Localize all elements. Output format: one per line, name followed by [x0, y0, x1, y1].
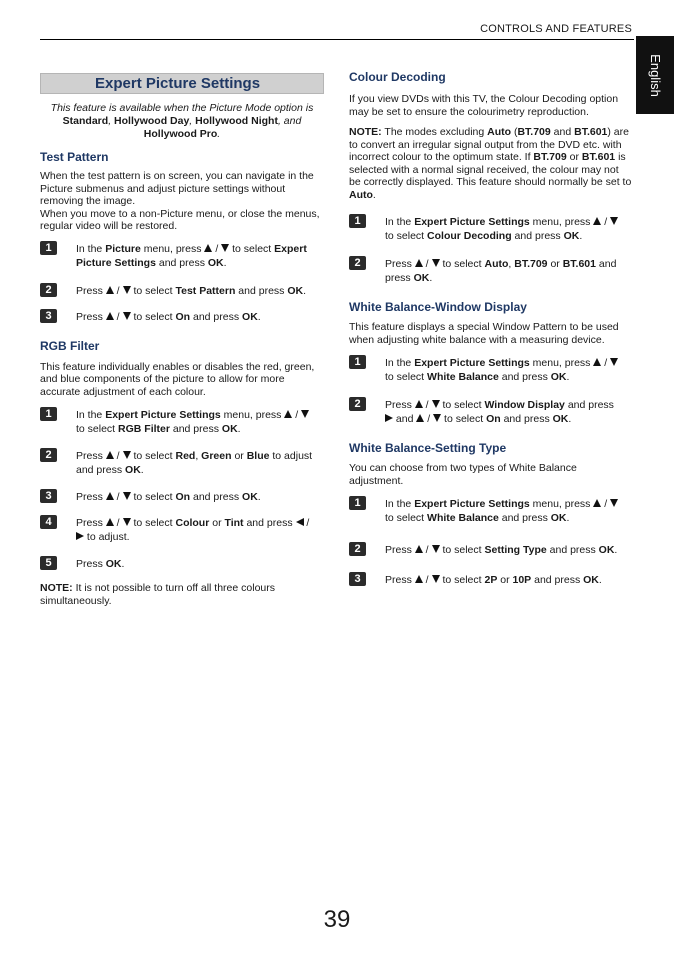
rgb-filter-step-5: 5 Press OK.	[40, 557, 324, 571]
down-arrow-icon	[610, 499, 618, 507]
section-title: Expert Picture Settings	[40, 73, 324, 94]
step-number-badge: 1	[40, 407, 57, 421]
down-arrow-icon	[432, 400, 440, 408]
rgb-filter-note: NOTE: It is not possible to turn off all three colours simultaneously.	[40, 582, 276, 607]
step-number-badge: 1	[40, 241, 57, 255]
wb-window-heading: White Balance-Window Display	[349, 300, 527, 314]
page-number: 39	[323, 906, 351, 933]
up-arrow-icon	[106, 451, 114, 459]
left-arrow-icon	[296, 518, 304, 526]
colour-decoding-note: NOTE: The modes excluding Auto (BT.709 and BT.601) are to convert an irregular signal output from the DVD etc. with incorrect colour to the optimum state. If BT.709 or BT.601 is selected with a normal signal received, the colour may not be correctly displayed. This feature should normally be set to Auto.	[349, 126, 632, 201]
wb-window-step-1: 1 In the Expert Picture Settings menu, press / to select White Balance and press OK.	[349, 356, 633, 384]
wb-window-body: This feature displays a special Window Pattern to be used when adjusting white balance with a measuring device.	[349, 321, 619, 346]
test-pattern-heading: Test Pattern	[40, 150, 109, 164]
down-arrow-icon	[432, 545, 440, 553]
test-pattern-step-3: 3 Press / to select On and press OK.	[40, 310, 324, 324]
up-arrow-icon	[106, 312, 114, 320]
right-column	[349, 70, 633, 587]
step-number-badge: 3	[349, 572, 366, 586]
down-arrow-icon	[433, 414, 441, 422]
rgb-filter-step-1: 1 In the Expert Picture Settings menu, press / to select RGB Filter and press OK.	[40, 408, 324, 436]
section-intro: This feature is available when the Picture Mode option is Standard, Hollywood Day, Hollywood Night, and Hollywood Pro.	[50, 102, 314, 140]
step-number-badge: 3	[40, 309, 57, 323]
rgb-filter-step-4: 4 Press / to select Colour or Tint and press / to adjust.	[40, 516, 324, 544]
down-arrow-icon	[610, 358, 618, 366]
wb-setting-heading: White Balance-Setting Type	[349, 441, 507, 455]
wb-window-step-2: 2 Press / to select Window Display and press and / to select On and press OK.	[349, 398, 633, 426]
up-arrow-icon	[415, 575, 423, 583]
down-arrow-icon	[432, 259, 440, 267]
down-arrow-icon	[301, 410, 309, 418]
down-arrow-icon	[123, 492, 131, 500]
up-arrow-icon	[106, 492, 114, 500]
left-column	[40, 70, 324, 607]
colour-decoding-heading: Colour Decoding	[349, 70, 446, 84]
test-pattern-step-2: 2 Press / to select Test Pattern and press OK.	[40, 284, 324, 298]
up-arrow-icon	[415, 400, 423, 408]
step-number-badge: 2	[40, 448, 57, 462]
right-arrow-icon	[385, 414, 393, 422]
step-number-badge: 1	[349, 496, 366, 510]
colour-decoding-step-2: 2 Press / to select Auto, BT.709 or BT.601 and press OK.	[349, 257, 633, 285]
colour-decoding-body: If you view DVDs with this TV, the Colour Decoding option may be set to ensure the colourimetry reproduction.	[349, 93, 619, 118]
up-arrow-icon	[106, 518, 114, 526]
language-tab	[636, 36, 674, 114]
down-arrow-icon	[123, 312, 131, 320]
step-number-badge: 2	[349, 542, 366, 556]
rgb-filter-heading: RGB Filter	[40, 338, 100, 353]
wb-setting-step-1: 1 In the Expert Picture Settings menu, press / to select White Balance and press OK.	[349, 497, 633, 525]
header-rule	[40, 39, 634, 40]
header-title: CONTROLS AND FEATURES	[480, 23, 632, 35]
step-number-badge: 3	[40, 489, 57, 503]
language-tab-label: English	[647, 53, 663, 97]
down-arrow-icon	[123, 518, 131, 526]
down-arrow-icon	[123, 286, 131, 294]
test-pattern-step-1: 1 In the Picture menu, press / to select Expert Picture Settings and press OK.	[40, 242, 324, 270]
down-arrow-icon	[123, 451, 131, 459]
rgb-filter-body: This feature individually enables or disables the red, green, and blue components of the picture to allow for more accurate adjustment of each colour.	[40, 360, 315, 398]
wb-setting-step-3: 3 Press / to select 2P or 10P and press OK.	[349, 573, 633, 587]
wb-setting-body: You can choose from two types of White Balance adjustment.	[349, 462, 577, 487]
step-number-badge: 1	[349, 214, 366, 228]
rgb-filter-step-3: 3 Press / to select On and press OK.	[40, 490, 324, 504]
step-number-badge: 5	[40, 556, 57, 570]
right-arrow-icon	[76, 532, 84, 540]
wb-setting-step-2: 2 Press / to select Setting Type and press OK.	[349, 543, 633, 557]
step-number-badge: 1	[349, 355, 366, 369]
down-arrow-icon	[221, 244, 229, 252]
step-number-badge: 4	[40, 515, 57, 529]
down-arrow-icon	[432, 575, 440, 583]
rgb-filter-step-2: 2 Press / to select Red, Green or Blue to adjust and press OK.	[40, 449, 324, 477]
up-arrow-icon	[415, 545, 423, 553]
up-arrow-icon	[106, 286, 114, 294]
step-number-badge: 2	[40, 283, 57, 297]
step-number-badge: 2	[349, 256, 366, 270]
test-pattern-body: When the test pattern is on screen, you can navigate in the Picture submenus and adjust picture settings without removing the image.	[40, 170, 314, 207]
step-number-badge: 2	[349, 397, 366, 411]
down-arrow-icon	[610, 217, 618, 225]
colour-decoding-step-1: 1 In the Expert Picture Settings menu, press / to select Colour Decoding and press OK.	[349, 215, 633, 243]
test-pattern-body-2: When you move to a non-Picture menu, or close the menus, regular video will be restored.	[40, 207, 320, 232]
up-arrow-icon	[415, 259, 423, 267]
